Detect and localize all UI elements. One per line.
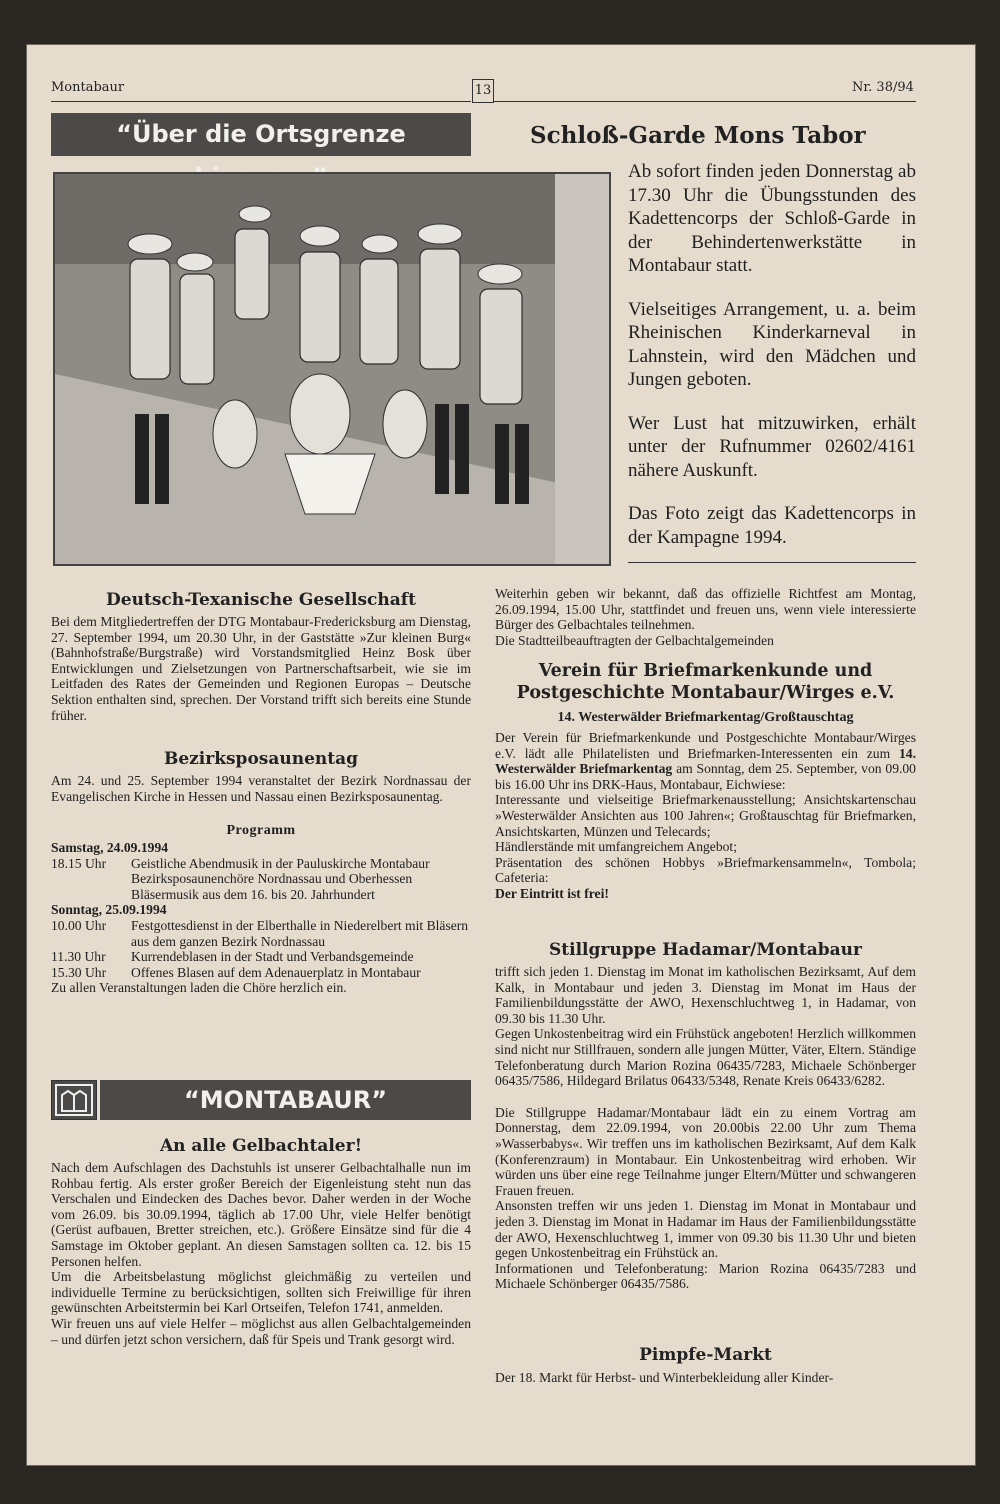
briefmarken-subtitle: 14. Westerwälder Briefmarkentag/Großtauschtag <box>557 710 854 725</box>
schloss-garde-article <box>628 160 916 549</box>
issue-number: Nr. 38/94 <box>852 80 914 95</box>
briefmarken-p2: Interessante und vielseitige Briefmarkenausstellung; Ansichtskartenschau »Westerwälder Ansichten aus 100 Jahren«; Großtauschtag für Briefmarken, Ansichtskarten, Münzen und Telecards; <box>495 792 916 839</box>
gelbach-p2: Um die Arbeitsbelastung möglichst gleichmäßig zu verteilen und individuelle Termine zu berücksichtigen, sollten sich Freiwillige für ihren gewünschten Arbeitstermin bei Karl Ortseifen, Telefon 1741, anmelden. <box>51 1269 471 1316</box>
programm-time: 15.30 Uhr <box>51 964 107 980</box>
section-banner-montabaur: “MONTABAUR” <box>100 1080 471 1120</box>
programm-line: Bezirksposaunenchöre Nordnassau und Oberhessen <box>131 871 413 887</box>
photo-illustration <box>55 174 609 564</box>
programm-time: 10.00 Uhr <box>51 917 107 933</box>
pimpfe-title: Pimpfe-Markt <box>639 1345 772 1365</box>
programm-row <box>51 965 471 981</box>
dtg-title: Deutsch-Texanische Gesellschaft <box>106 590 416 610</box>
richtfest-sign: Die Stadtteilbeauftragten der Gelbachtalgemeinden <box>495 632 774 648</box>
programm-row <box>51 949 471 965</box>
crest-icon <box>52 1081 96 1119</box>
stillgruppe-p2: Gegen Unkostenbeitrag wird ein Frühstück angeboten! Herzlich willkommen sind nicht nur Stillfrauen, sondern alle jungen Mütter, Väter, Eltern. Ständige Telefonberatung durch Marion Rozina 06435/7283, Michaele Schönberger 06435/7586, Hildegard Brilatus 06433/5348, Renate Kreis 06433/6282. <box>495 1026 916 1089</box>
stillgruppe-title: Stillgruppe Hadamar/Montabaur <box>549 940 862 960</box>
header-rule-left <box>51 101 471 102</box>
programm-desc: Offenes Blasen auf dem Adenauerplatz in Montabaur <box>131 964 421 980</box>
briefmarken-article <box>495 730 916 902</box>
schloss-garde-p3: Wer Lust hat mitzuwirken, erhält unter der Rufnummer 02602/4161 nähere Auskunft. <box>628 412 916 481</box>
header-place: Montabaur <box>51 80 125 95</box>
programm-time: 18.15 Uhr <box>51 855 107 871</box>
pimpfe-article <box>495 1370 916 1386</box>
header-rule-right <box>494 101 916 102</box>
programm-day-sunday: Sonntag, 25.09.1994 <box>51 902 167 918</box>
programm-desc: Kurrendeblasen in der Stadt und Verbandsgemeinde <box>131 949 414 965</box>
programm-list <box>51 840 471 996</box>
stillgruppe-p1: trifft sich jeden 1. Dienstag im Monat im katholischen Bezirksamt, Auf dem Kalk, in Montabaur und jeden 3. Dienstag im Monat im Haus der Familienbildungsstätte der AWO, Hexenschluchtweg 1, in Hadamar, von 09.30 bis 11.30 Uhr. <box>495 964 916 1026</box>
richtfest-body: Weiterhin geben wir bekannt, daß das offizielle Richtfest am Montag, 26.09.1994, 15.00 Uhr, stattfindet und freuen uns, wenn viele interessierte Bürger des Gelbachtales teilnehmen. <box>495 586 916 633</box>
programm-heading: Programm <box>226 823 296 838</box>
programm-time: 11.30 Uhr <box>51 949 106 965</box>
bezirk-intro-wrap <box>51 773 471 804</box>
programm-desc: Festgottesdienst in der Elberthalle in Niederelbert mit Bläsern aus dem ganzen Bezirk Nordnassau <box>131 917 469 949</box>
gelbach-title: An alle Gelbachtaler! <box>159 1136 363 1156</box>
briefmarken-title: Verein für Briefmarkenkunde und Postgeschichte Montabaur/Wirges e.V. <box>516 661 895 703</box>
dtg-body: Bei dem Mitgliedertreffen der DTG Montabaur-Fredericksburg am Dienstag, 27. September 1994, um 20.30 Uhr, in der Gaststätte »Zur kleinen Burg« (Bahnhofstraße/Burgstraße) wird Vorstandsmitglied Heinz Bosk über Entwicklungen und Zielsetzungen von Partnerschaftsarbeit, wie sie im Leitfaden des Rates der Gemeinden und Regionen Europas – Deutsche Sektion enthalten sind, sprechen. Der Vorstand trifft sich bereits eine Stunde früher. <box>51 614 471 723</box>
schloss-garde-p2: Vielseitiges Arrangement, u. a. beim Rheinischen Kinderkarneval in Lahnstein, wird den Mädchen und Jungen geboten. <box>628 298 916 390</box>
briefmarken-p1-text: Der Verein für Briefmarkenkunde und Postgeschichte Montabaur/Wirges e.V. lädt alle Philatelisten und Briefmarken-Interessenten ein zum <box>495 730 916 761</box>
stillgruppe-p3: Die Stillgruppe Hadamar/Montabaur lädt ein zu einem Vortrag am Donnerstag, dem 22.09.1994, von 20.00bis 22.00 Uhr zum Thema »Wasserbabys«. Wir treffen uns im katholischen Bezirksamt, Auf dem Kalk (Konferenzraum) in Montabaur. Ein Unkostenbeitrag wird erhoben. Wir würden uns über eine rege Teilnahme junger Eltern/Mütter und schwangeren Frauen freuen. <box>495 1104 916 1198</box>
programm-row <box>51 918 471 949</box>
bezirk-intro: Am 24. und 25. September 1994 veranstaltet der Bezirk Nordnassau der Evangelischen Kirche in Hessen und Nassau einen Bezirksposaunentag. <box>51 773 471 804</box>
programm-line: Bläsermusik aus dem 16. bis 20. Jahrhundert <box>131 886 375 902</box>
gelbach-p3: Wir freuen uns auf viele Helfer – möglichst aus allen Gelbachtalgemeinden – und dürfen jetzt schon versichern, daß für Speis und Trank gesorgt wird. <box>51 1315 471 1347</box>
pimpfe-body: Der 18. Markt für Herbst- und Winterbekleidung aller Kinder- <box>495 1370 834 1385</box>
richtfest-article <box>495 586 916 648</box>
briefmarken-p1-rest: am Sonntag, dem 25. September, von 09.00 bis 16.00 Uhr ins DRK-Haus, Montabaur, Eichwiese: <box>495 761 916 792</box>
briefmarken-p1-bold: 14. Westerwälder Briefmarkentag <box>495 745 916 777</box>
stillgruppe-p5: Informationen und Telefonberatung: Marion Rozina 06435/7283 und Michaele Schönberger 06435/7586. <box>495 1260 916 1292</box>
dtg-article <box>51 614 471 723</box>
briefmarken-p5: Der Eintritt ist frei! <box>495 885 609 901</box>
stillgruppe-p4: Ansonsten treffen wir uns jeden 1. Dienstag im Monat in Montabaur und jeden 3. Dienstag im Monat in Hadamar im Haus der Familienbildungsstätte der AWO, Hexenschluchtweg 1, immer von 09.30 bis 11.30 Uhr und bieten gegen Unkostenbeitrag ein Frühstück an. <box>495 1198 916 1261</box>
gelbach-article <box>51 1160 471 1347</box>
page-number: 13 <box>472 79 494 103</box>
briefmarken-p1 <box>495 730 916 792</box>
section-banner-ortsgrenze: “Über die Ortsgrenze <box>51 113 471 156</box>
briefmarken-p4: Präsentation des schönen Hobbys »Briefmarkensammeln«, Tombola; Cafeteria: <box>495 854 916 886</box>
schloss-garde-rule <box>628 562 916 563</box>
programm-desc <box>131 856 471 903</box>
schloss-garde-p1: Ab sofort finden jeden Donnerstag ab 17.30 Uhr die Übungsstunden des Kadettencorps der Schloß-Garde in der Behindertenwerkstätte in Montabaur statt. <box>628 161 916 276</box>
programm-line: Geistliche Abendmusik in der Pauluskirche Montabaur <box>131 855 430 871</box>
bezirk-title: Bezirksposaunentag <box>163 749 359 769</box>
stillgruppe-article <box>495 964 916 1292</box>
programm-row <box>51 856 471 903</box>
briefmarken-p3: Händlerstände mit umfangreichem Angebot; <box>495 839 737 855</box>
montabaur-crest-icon <box>51 1080 97 1120</box>
schloss-garde-p4: Das Foto zeigt das Kadettencorps in der Kampagne 1994. <box>628 503 916 548</box>
kadettencorps-photo <box>53 172 611 566</box>
programm-day-saturday: Samstag, 24.09.1994 <box>51 840 169 855</box>
gelbach-p1: Nach dem Aufschlagen des Dachstuhls ist unserer Gelbachtalhalle nun im Rohbau fertig. Als erster großer Bereich der Eigenleistung steht nun das Verschalen und Eindecken des Daches bevor. Daher werden in der Woche vom 26.09. bis 30.09.1994, täglich ab 17.00 Uhr, viele Helfer benötigt (Gerüst aufbauen, Bretter streichen, etc.). Größere Einsätze sind für die 4 Samstage im Oktober geplant. An diesen Samstagen sollten ca. 12. bis 15 Personen helfen. <box>51 1160 471 1269</box>
programm-outro: Zu allen Veranstaltungen laden die Chöre herzlich ein. <box>51 980 347 996</box>
schloss-garde-title: Schloß-Garde Mons Tabor <box>530 122 866 149</box>
